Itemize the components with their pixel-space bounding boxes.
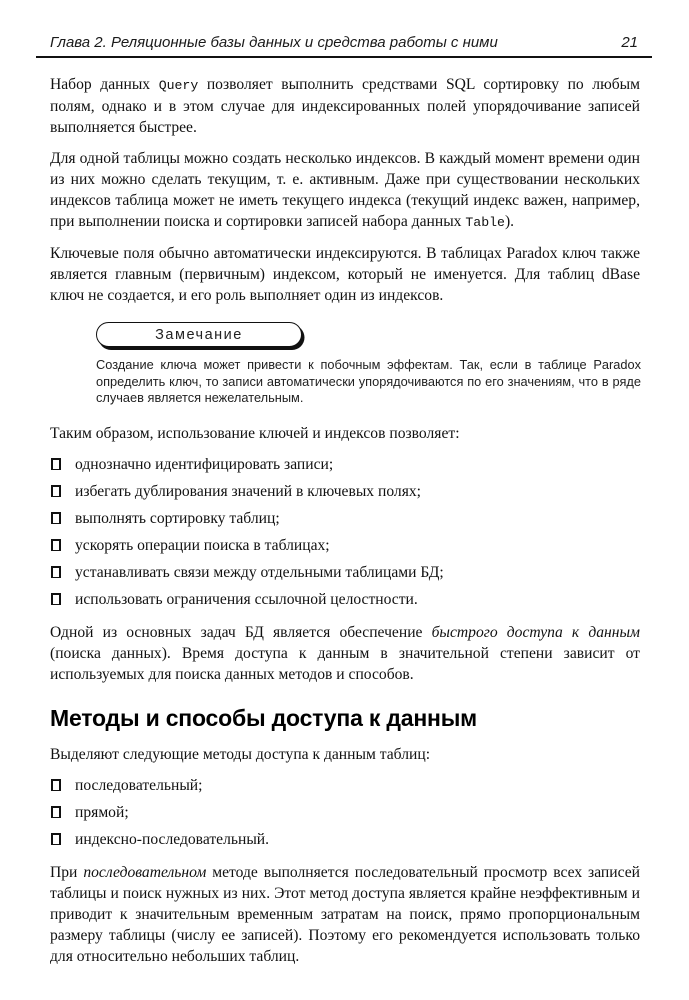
- list-item-text: избегать дублирования значений в ключевых полях;: [75, 482, 422, 500]
- paragraph-query-sort: [50, 74, 640, 138]
- square-bullet-icon: [51, 806, 61, 818]
- paragraph-text: Для одной таблицы можно создать несколько индексов. В каждый момент времени один из них можно сделать текущим, т. е. активным. Даже при существовании нескольких индексов таблица может не иметь текущего индекса (текущий индекс важен, например, при выполнении поиска и сортировки записей набора данных: [50, 150, 640, 230]
- square-bullet-icon: [51, 485, 61, 497]
- paragraph-sequential-method: [50, 862, 640, 967]
- paragraph-key-fields: Ключевые поля обычно автоматически индексируются. В таблицах Paradox ключ также является главным (первичным) индексом, который не именуется. Для таблиц dBase ключ не создается, и его роль выполняет один из индексов.: [50, 245, 640, 304]
- emphasis-sequential: последовательном: [83, 863, 207, 881]
- list-item: [50, 535, 640, 556]
- list-item: [50, 802, 640, 823]
- emphasis-fast-access: быстрого доступа к данным: [431, 623, 641, 641]
- paragraph-text: ).: [504, 213, 515, 230]
- list-item-text: ускорять операции поиска в таблицах;: [75, 536, 330, 554]
- chapter-title: Глава 2. Реляционные базы данных и средства работы с ними: [50, 34, 498, 51]
- running-head: [36, 34, 652, 58]
- paragraph-multiple-indexes: [50, 148, 640, 233]
- list-item: [50, 481, 640, 502]
- list-item: [50, 508, 640, 529]
- list-item: [50, 829, 640, 850]
- list-item-text: последовательный;: [75, 776, 203, 794]
- list-item-text: устанавливать связи между отдельными таблицами БД;: [75, 563, 444, 581]
- paragraph-text: (поиска данных). Время доступа к данным в значительной степени зависит от используемых для поиска данных методов и способов.: [50, 644, 640, 683]
- bullet-list-access-methods: [50, 775, 640, 850]
- paragraph-text: Набор данных: [50, 76, 159, 93]
- code-query: Query: [158, 78, 199, 93]
- square-bullet-icon: [51, 593, 61, 605]
- square-bullet-icon: [51, 539, 61, 551]
- paragraph-text: Одной из основных задач БД является обеспечение: [50, 623, 432, 641]
- list-item-text: выполнять сортировку таблиц;: [75, 509, 280, 527]
- paragraph-list2-intro: Выделяют следующие методы доступа к данным таблиц:: [50, 745, 431, 763]
- note-callout: [96, 322, 640, 407]
- note-label: Замечание: [155, 326, 243, 343]
- page-number: 21: [621, 34, 638, 51]
- list-item: [50, 589, 640, 610]
- square-bullet-icon: [51, 833, 61, 845]
- list-item: [50, 562, 640, 583]
- list-item-text: однозначно идентифицировать записи;: [75, 455, 334, 473]
- list-item: [50, 454, 640, 475]
- square-bullet-icon: [51, 779, 61, 791]
- square-bullet-icon: [51, 512, 61, 524]
- list-item: [50, 775, 640, 796]
- paragraph-fast-access: [50, 622, 640, 685]
- list-item-text: использовать ограничения ссылочной целостности.: [75, 590, 418, 608]
- list-item-text: прямой;: [75, 803, 129, 821]
- note-text: Создание ключа может привести к побочным эффектам. Так, если в таблице Paradox определить ключ, то записи автоматически упорядочиваются по его значениям, что в ряде случаев является нежелательным.: [96, 357, 641, 405]
- code-table: Table: [465, 215, 505, 230]
- paragraph-list1-intro: Таким образом, использование ключей и индексов позволяет:: [50, 424, 460, 442]
- square-bullet-icon: [51, 458, 61, 470]
- paragraph-text: позволяет выполнить средствами SQL сортировку по любым полям, однако и в этом случае для индексированных полей упорядочивание записей выполняется быстрее.: [50, 76, 641, 136]
- list-item-text: индексно-последовательный.: [75, 830, 270, 848]
- paragraph-text: методе выполняется последовательный просмотр всех записей таблицы и поиск нужных из них. Этот метод доступа является крайне неэффективным и приводит к значительным временным затратам на поиск, прямо пропорциональным размеру таблицы (числу ее записей). Поэтому его рекомендуется использовать только для относительно небольших таблиц.: [50, 863, 640, 965]
- square-bullet-icon: [51, 566, 61, 578]
- section-heading-access-methods: Методы и способы доступа к данным: [50, 704, 477, 731]
- bullet-list-keys-benefits: [50, 454, 640, 610]
- paragraph-text: При: [50, 863, 84, 881]
- note-label-pill: [96, 322, 302, 347]
